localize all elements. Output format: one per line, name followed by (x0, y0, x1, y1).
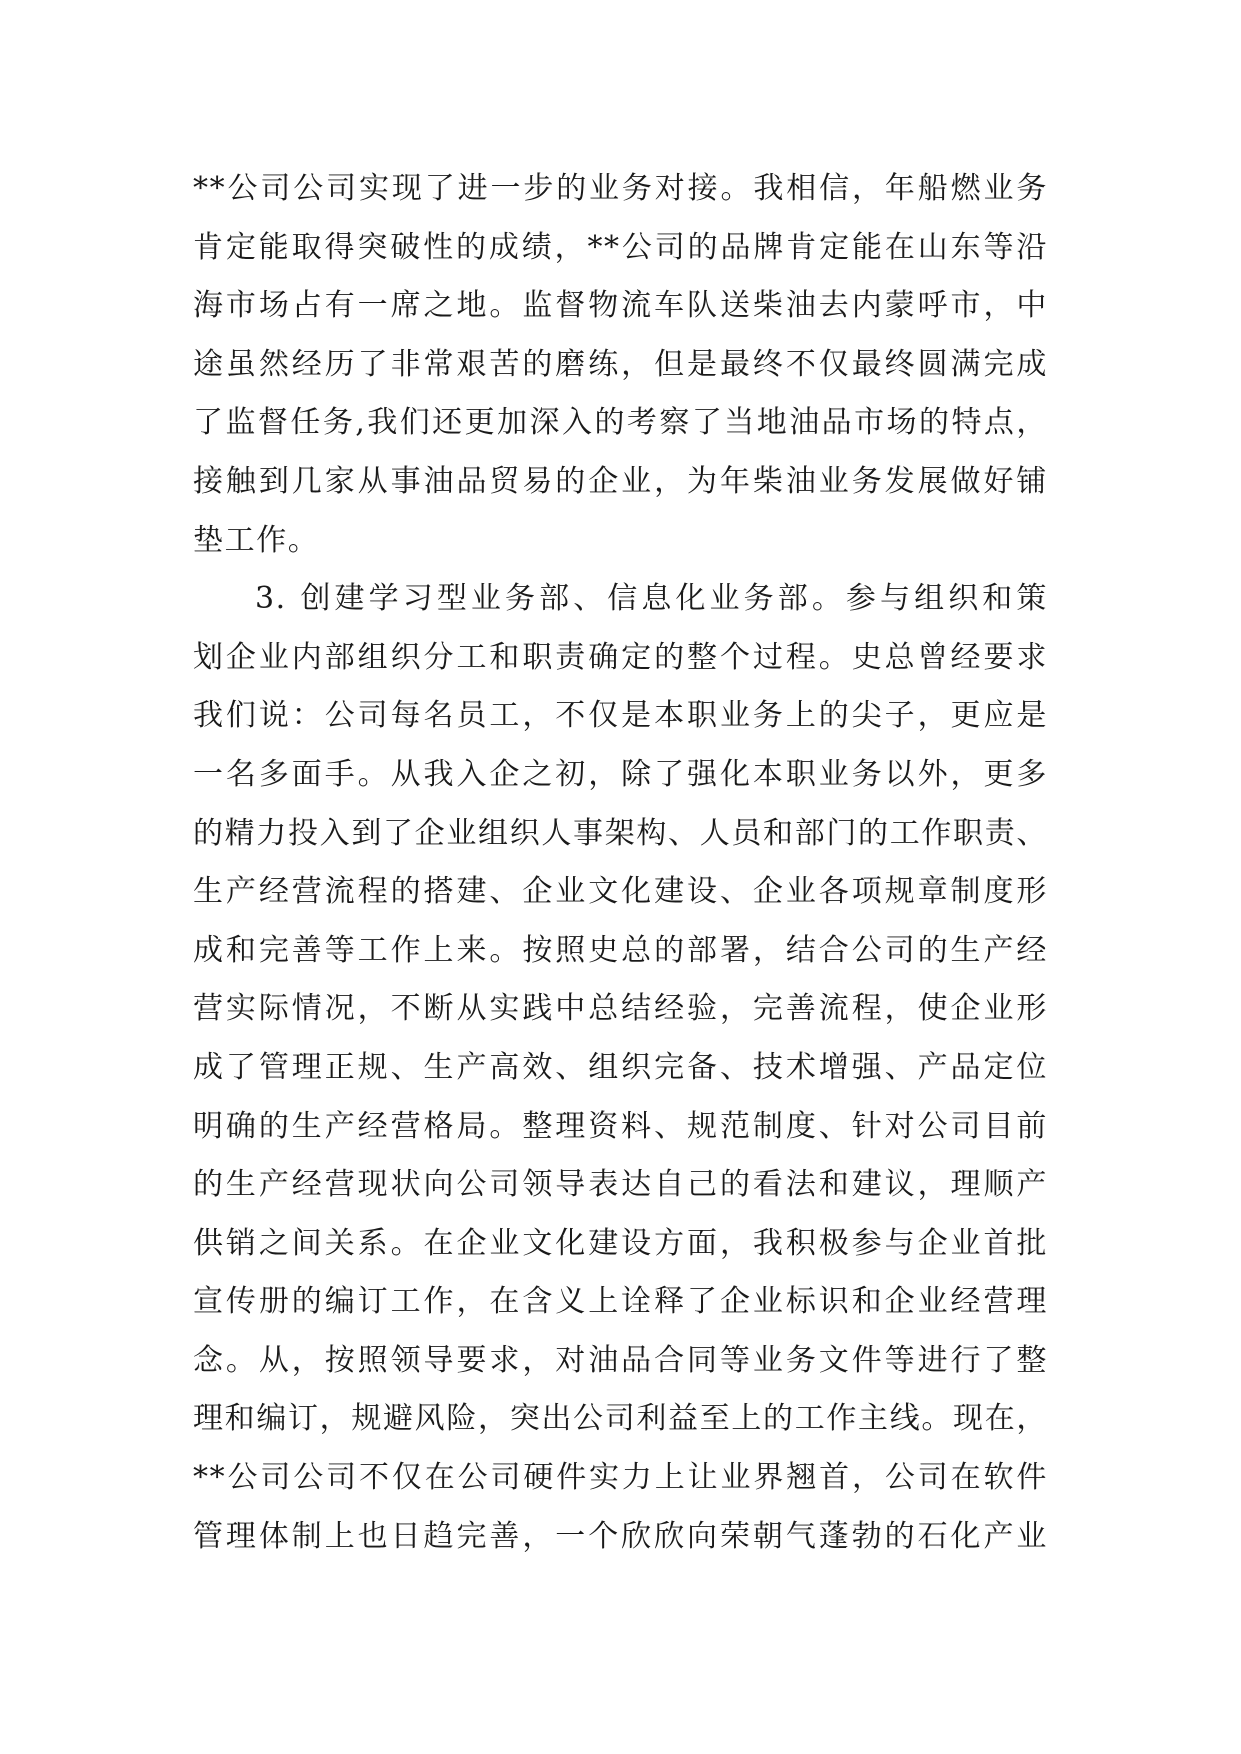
text-line: 的生产经营现状向公司领导表达自己的看法和建议，理顺产 (193, 1167, 1048, 1203)
text-line: 营实际情况，不断从实践中总结经验，完善流程，使企业形 (193, 991, 1048, 1027)
text-line: 途虽然经历了非常艰苦的磨练，但是最终不仅最终圆满完成 (193, 346, 1048, 382)
text-line: 划企业内部组织分工和职责确定的整个过程。史总曾经要求 (193, 639, 1048, 675)
text-line: 成和完善等工作上来。按照史总的部署，结合公司的生产经 (193, 932, 1048, 968)
text-line: 了监督任务,我们还更加深入的考察了当地油品市场的特点， (193, 405, 1048, 441)
text-line: 管理体制上也日趋完善，一个欣欣向荣朝气蓬勃的石化产业 (193, 1518, 1048, 1554)
text-line: 垫工作。 (193, 522, 320, 558)
text-line: 肯定能取得突破性的成绩，**公司的品牌肯定能在山东等沿 (193, 229, 1048, 265)
text-line: 明确的生产经营格局。整理资料、规范制度、针对公司目前 (193, 1108, 1048, 1144)
body-text (193, 160, 1048, 1566)
text-line: **公司公司实现了进一步的业务对接。我相信，年船燃业务 (193, 171, 1048, 206)
text-line: 宣传册的编订工作，在含义上诠释了企业标识和企业经营理 (193, 1284, 1048, 1320)
text-line: 的精力投入到了企业组织人事架构、人员和部门的工作职责、 (193, 815, 1048, 851)
text-line: 成了管理正规、生产高效、组织完备、技术增强、产品定位 (193, 1049, 1048, 1085)
text-line: 海市场占有一席之地。监督物流车队送柴油去内蒙呼市，中 (193, 288, 1048, 324)
text-line: 我们说：公司每名员工，不仅是本职业务上的尖子，更应是 (193, 698, 1048, 734)
text-line: 一名多面手。从我入企之初，除了强化本职业务以外，更多 (193, 756, 1048, 792)
text-line: 供销之间关系。在企业文化建设方面，我积极参与企业首批 (193, 1225, 1048, 1261)
text-line: **公司公司不仅在公司硬件实力上让业界翘首，公司在软件 (193, 1460, 1048, 1496)
text-line: 理和编订，规避风险，突出公司利益至上的工作主线。现在， (193, 1401, 1048, 1437)
text-line: 念。从，按照领导要求，对油品合同等业务文件等进行了整 (193, 1342, 1048, 1378)
text-line: 生产经营流程的搭建、企业文化建设、企业各项规章制度形 (193, 874, 1048, 910)
text-line: 接触到几家从事油品贸易的企业，为年柴油业务发展做好铺 (193, 463, 1048, 499)
paragraph-start-line: 3. 创建学习型业务部、信息化业务部。参与组织和策 (255, 581, 1048, 617)
